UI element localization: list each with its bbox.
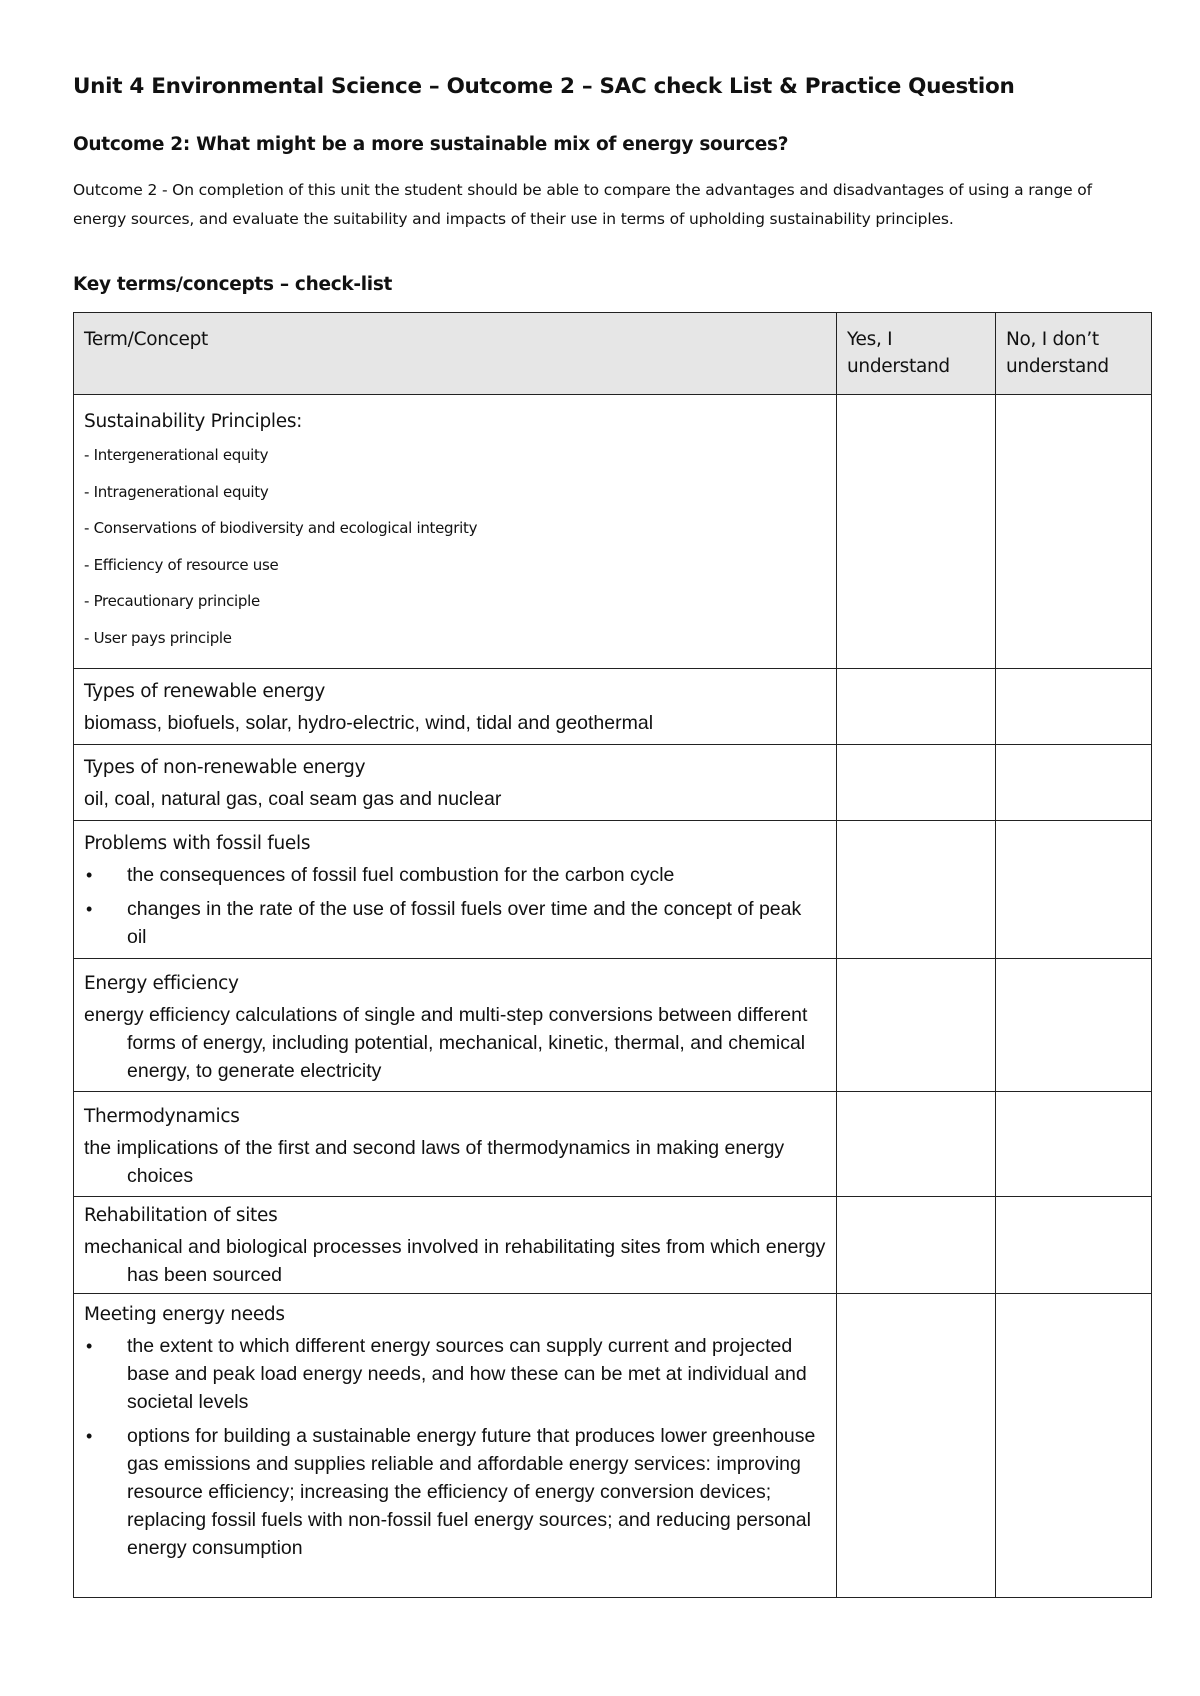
header-term-concept: Term/Concept bbox=[74, 313, 837, 395]
term-description: biomass, biofuels, solar, hydro-electric, wind, tidal and geothermal bbox=[84, 712, 654, 734]
term-cell bbox=[74, 669, 837, 745]
table-row bbox=[74, 821, 1152, 959]
list-item: - Conservations of biodiversity and ecological integrity bbox=[84, 519, 478, 537]
document-title: Unit 4 Environmental Science – Outcome 2 – SAC check List & Practice Question bbox=[73, 74, 1015, 99]
table-row bbox=[74, 1294, 1152, 1598]
term-title: Problems with fossil fuels bbox=[84, 833, 311, 854]
no-check-cell[interactable] bbox=[996, 821, 1152, 959]
checklist-heading: Key terms/concepts – check-list bbox=[73, 274, 393, 295]
term-title: Meeting energy needs bbox=[84, 1304, 285, 1325]
yes-check-cell[interactable] bbox=[837, 821, 996, 959]
yes-check-cell[interactable] bbox=[837, 745, 996, 821]
term-cell bbox=[74, 1197, 837, 1294]
term-description: energy efficiency calculations of single and multi-step conversions between different forms of energy, including potential, mechanical, kinetic, thermal, and chemical energy, to generate electricity bbox=[84, 1004, 808, 1082]
term-title: Rehabilitation of sites bbox=[84, 1205, 278, 1226]
no-check-cell[interactable] bbox=[996, 745, 1152, 821]
bullet-icon: • bbox=[86, 1426, 93, 1446]
term-title: Thermodynamics bbox=[84, 1106, 240, 1127]
list-item-text: changes in the rate of the use of fossil fuels over time and the concept of peak oil bbox=[127, 898, 802, 948]
term-cell bbox=[74, 959, 837, 1092]
list-item: - Efficiency of resource use bbox=[84, 555, 279, 574]
no-check-cell[interactable] bbox=[996, 959, 1152, 1092]
checklist-table bbox=[73, 312, 1152, 1598]
yes-check-cell[interactable] bbox=[837, 1294, 996, 1598]
term-cell bbox=[74, 1294, 837, 1598]
term-description: oil, coal, natural gas, coal seam gas and nuclear bbox=[84, 788, 502, 810]
table-row bbox=[74, 745, 1152, 821]
term-cell bbox=[74, 821, 837, 959]
bullet-icon: • bbox=[86, 899, 93, 919]
yes-check-cell[interactable] bbox=[837, 1197, 996, 1294]
bullet-list bbox=[84, 861, 826, 951]
list-item-text: options for building a sustainable energy future that produces lower greenhouse gas emissions and supplies reliable and affordable energy services: improving resource efficiency; increasing the efficiency of energy conversion devices; replacing fossil fuels with non-fossil fuel energy sources; and reducing personal energy consumption bbox=[127, 1425, 816, 1559]
bullet-list bbox=[84, 1332, 826, 1562]
table-row bbox=[74, 395, 1152, 669]
yes-check-cell[interactable] bbox=[837, 395, 996, 669]
list-item-text: the extent to which different energy sources can supply current and projected base and peak load energy needs, and how these can be met at individual and societal levels bbox=[127, 1335, 807, 1413]
list-item bbox=[84, 1332, 826, 1416]
table-row bbox=[74, 1092, 1152, 1197]
list-item: - Precautionary principle bbox=[84, 592, 260, 610]
no-check-cell[interactable] bbox=[996, 1294, 1152, 1598]
term-title: Energy efficiency bbox=[84, 973, 239, 994]
yes-check-cell[interactable] bbox=[837, 959, 996, 1092]
no-check-cell[interactable] bbox=[996, 669, 1152, 745]
list-item: - Intergenerational equity bbox=[84, 446, 269, 464]
term-cell bbox=[74, 745, 837, 821]
no-check-cell[interactable] bbox=[996, 395, 1152, 669]
table-row bbox=[74, 669, 1152, 745]
principles-list bbox=[84, 437, 826, 656]
term-description: the implications of the first and second laws of thermodynamics in making energy choices bbox=[84, 1137, 785, 1187]
no-check-cell[interactable] bbox=[996, 1092, 1152, 1197]
list-item bbox=[84, 1422, 826, 1562]
yes-check-cell[interactable] bbox=[837, 669, 996, 745]
table-row bbox=[74, 959, 1152, 1092]
term-title: Types of renewable energy bbox=[84, 681, 325, 702]
list-item: - Intragenerational equity bbox=[84, 482, 269, 501]
table-row bbox=[74, 1197, 1152, 1294]
no-check-cell[interactable] bbox=[996, 1197, 1152, 1294]
bullet-icon: • bbox=[86, 1336, 93, 1356]
term-title: Sustainability Principles: bbox=[84, 411, 303, 432]
table-header-row bbox=[74, 313, 1152, 395]
list-item: - User pays principle bbox=[84, 628, 232, 647]
outcome-description: Outcome 2 - On completion of this unit the student should be able to compare the advantages and disadvantages of using a range of energy sources, and evaluate the suitability and impacts of their use in terms of upholding sustainability principles. bbox=[73, 181, 1092, 228]
list-item-text: the consequences of fossil fuel combustion for the carbon cycle bbox=[127, 864, 675, 886]
term-description: mechanical and biological processes involved in rehabilitating sites from which energy has been sourced bbox=[84, 1236, 826, 1286]
term-cell bbox=[74, 395, 837, 669]
list-item bbox=[84, 861, 826, 889]
yes-check-cell[interactable] bbox=[837, 1092, 996, 1197]
outcome-heading: Outcome 2: What might be a more sustainable mix of energy sources? bbox=[73, 134, 789, 155]
list-item bbox=[84, 895, 826, 951]
bullet-icon: • bbox=[86, 865, 93, 885]
term-cell bbox=[74, 1092, 837, 1197]
header-yes-understand: Yes, I understand bbox=[837, 313, 996, 395]
term-title: Types of non-renewable energy bbox=[84, 757, 366, 778]
header-no-understand: No, I don’t understand bbox=[996, 313, 1152, 395]
